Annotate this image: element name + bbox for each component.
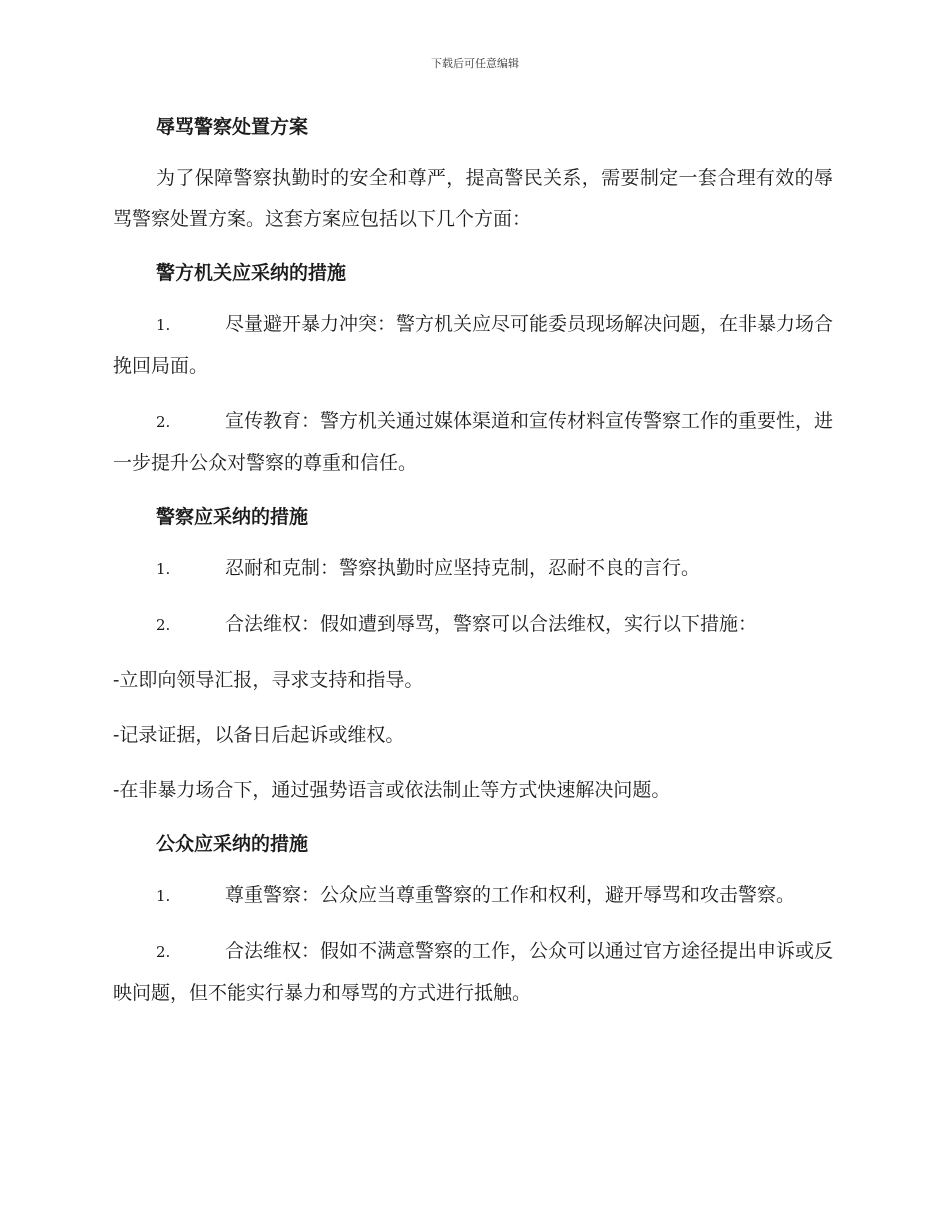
intro-paragraph: 为了保障警察执勤时的安全和尊严，提高警民关系，需要制定一套合理有效的辱骂警察处置方案。这套方案应包括以下几个方面： [113, 167, 833, 230]
document-body [113, 108, 833, 1028]
list-item [113, 548, 833, 590]
list-number: 1. [156, 887, 171, 905]
list-item [113, 401, 833, 484]
list-number: 1. [156, 560, 171, 578]
list-item [113, 875, 833, 917]
list-text: 尽量避开暴力冲突：警方机关应尽可能委员现场解决问题，在非暴力场合挽回局面。 [113, 313, 834, 377]
section-heading-public: 公众应采纳的措施 [156, 833, 309, 855]
list-item [113, 931, 833, 1014]
section-heading-police-agency: 警方机关应采纳的措施 [156, 262, 347, 284]
list-number: 1. [156, 316, 171, 334]
dash-item: -在非暴力场合下，通过强势语言或依法制止等方式快速解决问题。 [113, 779, 671, 801]
list-text: 合法维权：假如不满意警察的工作，公众可以通过官方途径提出申诉或反映问题，但不能实行暴力和辱骂的方式进行抵触。 [113, 940, 834, 1004]
list-number: 2. [156, 616, 171, 634]
list-text: 宣传教育：警方机关通过媒体渠道和宣传材料宣传警察工作的重要性，进一步提升公众对警察的尊重和信任。 [113, 410, 834, 474]
dash-item: -立即向领导汇报，寻求支持和指导。 [113, 669, 424, 691]
list-number: 2. [156, 943, 171, 961]
list-text: 尊重警察：公众应当尊重警察的工作和权利，避开辱骂和攻击警察。 [225, 884, 796, 906]
document-title: 辱骂警察处置方案 [156, 116, 309, 138]
section-heading-police: 警察应采纳的措施 [156, 506, 309, 528]
list-text: 忍耐和克制：警察执勤时应坚持克制，忍耐不良的言行。 [225, 557, 701, 579]
dash-item: -记录证据，以备日后起诉或维权。 [113, 724, 405, 746]
page-header-note: 下载后可任意编辑 [431, 57, 519, 70]
list-number: 2. [156, 413, 171, 431]
list-item [113, 604, 833, 646]
list-item [113, 304, 833, 387]
list-text: 合法维权：假如遭到辱骂，警察可以合法维权，实行以下措施： [225, 613, 758, 635]
